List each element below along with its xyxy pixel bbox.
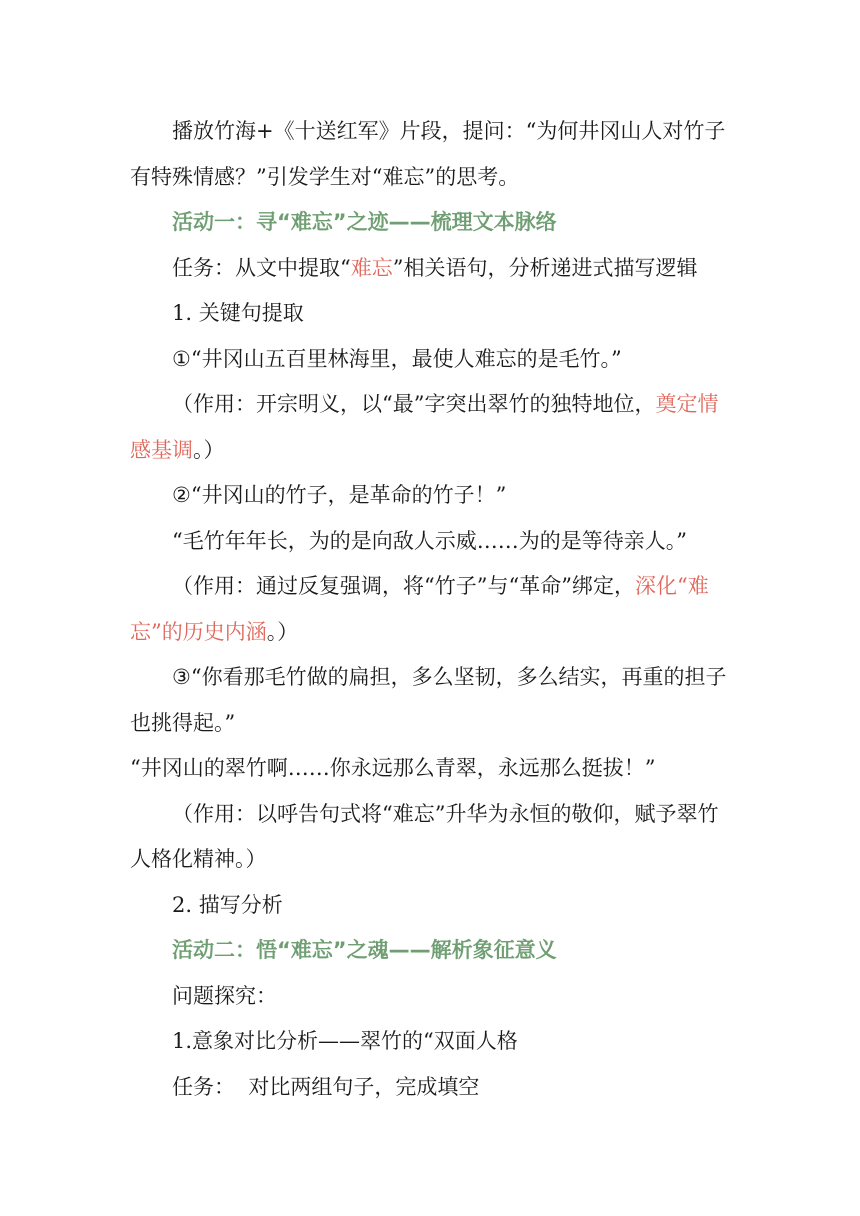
item1-note-highlight: 奠定情感基调 [130,392,719,462]
item1-note-suffix: 。） [193,437,225,462]
task-suffix: ”相关语句，分析递进式描写逻辑 [392,255,698,280]
item2-note [130,564,732,655]
task-prefix: 任务：从文中提取“ [172,255,351,280]
item2-marker: ② [172,483,191,507]
question-label: 问题探究： [172,983,277,1008]
activity1-heading: 活动一：寻“难忘”之迹——梳理文本脉络 [172,210,557,234]
item2-note-suffix: 。） [266,619,299,644]
activity1-task [130,246,732,292]
item3-note: （作用：以呼告句式将“难忘”升华为永恒的敬仰，赋予翠竹人格化精神。） [130,801,719,871]
subheading-key-sentences: 1. 关键句提取 [172,301,304,325]
item3-quote-line [130,655,732,746]
item3-quote: “你看那毛竹做的扁担，多么坚韧，多么结实，再重的担子也挑得起。” [130,665,727,735]
activity2-heading: 活动二：悟“难忘”之魂——解析象征意义 [172,938,557,962]
intro-paragraph: 播放竹海+《十送红军》片段，提问：“为何井冈山人对竹子有特殊情感？”引发学生对“难忘”的思考。 [130,119,726,189]
subheading-description-analysis: 2. 描写分析 [172,892,283,917]
item1-note-prefix: （作用：开宗明义，以“最”字突出翠竹的独特地位， [172,392,656,416]
item1-quote: “井冈山五百里林海里，最使人难忘的是毛竹。” [190,346,622,371]
item3-quote2: “井冈山的翠竹啊……你永远那么青翠，永远那么挺拔！” [130,756,656,780]
item2-quote-line [130,473,732,519]
task-highlight: 难忘 [350,255,393,280]
activity2-task: 任务： 对比两组句子，完成填空 [172,1074,480,1099]
item1-quote-line [130,337,732,383]
item2-quote: “井冈山的竹子，是革命的竹子！” [190,483,507,507]
item1-marker: ① [172,346,191,371]
item1-note [130,382,732,473]
item2-quote2: “毛竹年年长，为的是向敌人示威……为的是等待亲人。” [172,528,687,553]
item2-note-prefix: （作用：通过反复强调，将“竹子”与“革命”绑定， [172,574,635,598]
item2-note-highlight: 深化“难忘”的历史内涵 [130,574,709,644]
item3-marker: ③ [172,665,191,689]
subheading-image-contrast: 1.意象对比分析——翠竹的“双面人格 [172,1029,518,1053]
